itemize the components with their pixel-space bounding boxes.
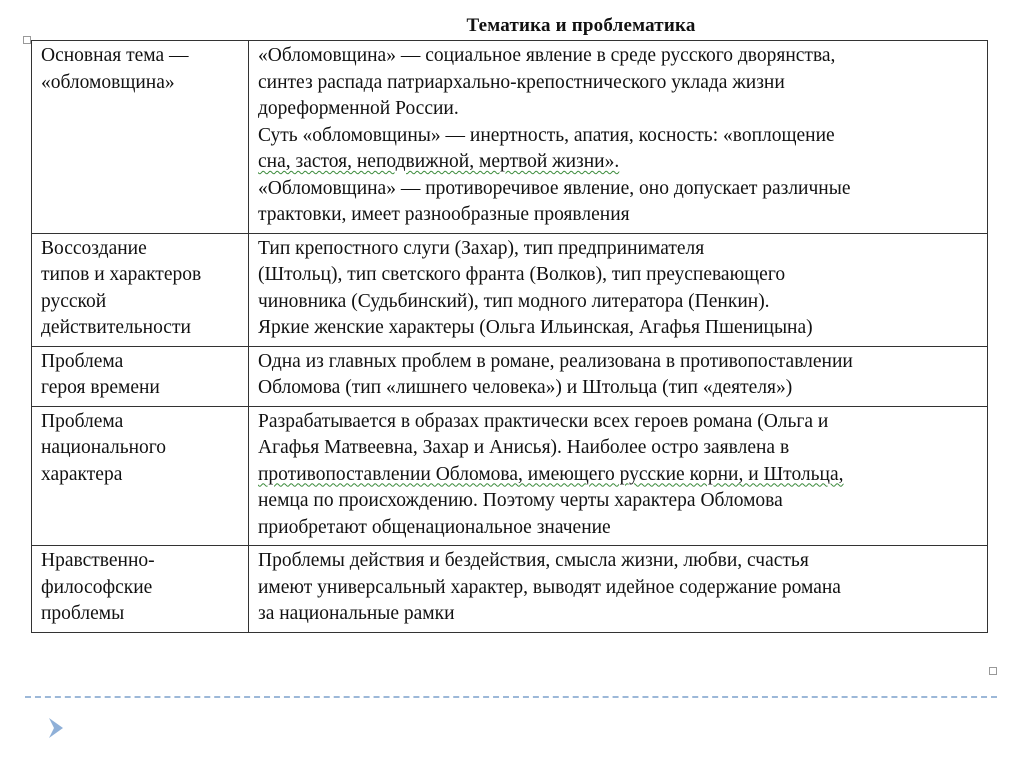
topic-cell bbox=[32, 546, 249, 633]
resize-handle-bottom-right[interactable] bbox=[989, 667, 997, 675]
topic-line: проблемы bbox=[41, 603, 125, 624]
content-table-container bbox=[31, 40, 988, 633]
description-line: Разрабатывается в образах практически всех героев романа (Ольга и bbox=[258, 410, 829, 432]
page-title-text: Тематика и проблематика bbox=[466, 15, 696, 36]
topic-line: русской bbox=[41, 290, 107, 312]
description-line: противопоставлении Обломова, имеющего русские корни, и Штольца, bbox=[258, 463, 844, 485]
description-cell bbox=[249, 546, 988, 633]
description-line: приобретают общенациональное значение bbox=[258, 516, 611, 538]
topic-line: Проблема bbox=[41, 410, 124, 432]
slide-divider-line bbox=[25, 696, 997, 698]
description-line: синтез распада патриархально-крепостнического уклада жизни bbox=[258, 71, 785, 93]
topic-line: характера bbox=[41, 463, 123, 485]
description-line: Агафья Матвеевна, Захар и Анисья). Наиболее остро заявлена в bbox=[258, 437, 790, 458]
description-line: Яркие женские характеры (Ольга Ильинская, Агафья Пшеницына) bbox=[258, 317, 813, 338]
description-line: за национальные рамки bbox=[258, 603, 455, 624]
page-title bbox=[0, 15, 1024, 37]
description-cell bbox=[249, 233, 988, 346]
table-row bbox=[32, 406, 988, 546]
description-line: Суть «обломовщины» — инертность, апатия, косность: «воплощение bbox=[258, 124, 835, 146]
topic-line: Нравственно- bbox=[41, 550, 155, 571]
topic-cell bbox=[32, 406, 249, 546]
topic-cell bbox=[32, 41, 249, 234]
description-line: немца по происхождению. Поэтому черты характера Обломова bbox=[258, 490, 783, 511]
topic-line: Воссоздание bbox=[41, 237, 147, 259]
description-line: чиновника (Судьбинский), тип модного литератора (Пенкин). bbox=[258, 290, 770, 312]
table-row bbox=[32, 546, 988, 633]
topic-cell bbox=[32, 346, 249, 406]
description-line: Проблемы действия и бездействия, смысла жизни, любви, счастья bbox=[258, 550, 809, 571]
description-line: Одна из главных проблем в романе, реализована в противопоставлении bbox=[258, 350, 853, 372]
description-line: Обломова (тип «лишнего человека») и Штольца (тип «деятеля») bbox=[258, 377, 793, 398]
topic-line: типов и характеров bbox=[41, 264, 202, 285]
table-row bbox=[32, 346, 988, 406]
topic-line: «обломовщина» bbox=[41, 71, 175, 93]
description-line: имеют универсальный характер, выводят идейное содержание романа bbox=[258, 576, 841, 598]
description-line: (Штольц), тип светского франта (Волков), тип преуспевающего bbox=[258, 264, 786, 285]
topic-line: философские bbox=[41, 576, 153, 598]
resize-handle-top-left[interactable] bbox=[23, 36, 31, 44]
description-cell bbox=[249, 41, 988, 234]
description-cell bbox=[249, 346, 988, 406]
table-row bbox=[32, 41, 988, 234]
themes-table bbox=[31, 40, 988, 633]
description-line: дореформенной России. bbox=[258, 98, 459, 119]
table-row bbox=[32, 233, 988, 346]
chevron-right-icon[interactable] bbox=[46, 717, 66, 739]
description-line: «Обломовщина» — социальное явление в среде русского дворянства, bbox=[258, 45, 836, 66]
description-cell bbox=[249, 406, 988, 546]
topic-line: действительности bbox=[41, 317, 191, 338]
description-line: «Обломовщина» — противоречивое явление, оно допускает различные bbox=[258, 177, 851, 199]
topic-line: Проблема bbox=[41, 350, 124, 372]
topic-cell bbox=[32, 233, 249, 346]
topic-line: героя времени bbox=[41, 377, 160, 398]
topic-line: национального bbox=[41, 437, 167, 458]
description-line: Тип крепостного слуги (Захар), тип предпринимателя bbox=[258, 237, 705, 259]
description-line: трактовки, имеет разнообразные проявления bbox=[258, 204, 630, 225]
topic-line: Основная тема — bbox=[41, 45, 189, 66]
description-line: сна, застоя, неподвижной, мертвой жизни». bbox=[258, 151, 620, 172]
